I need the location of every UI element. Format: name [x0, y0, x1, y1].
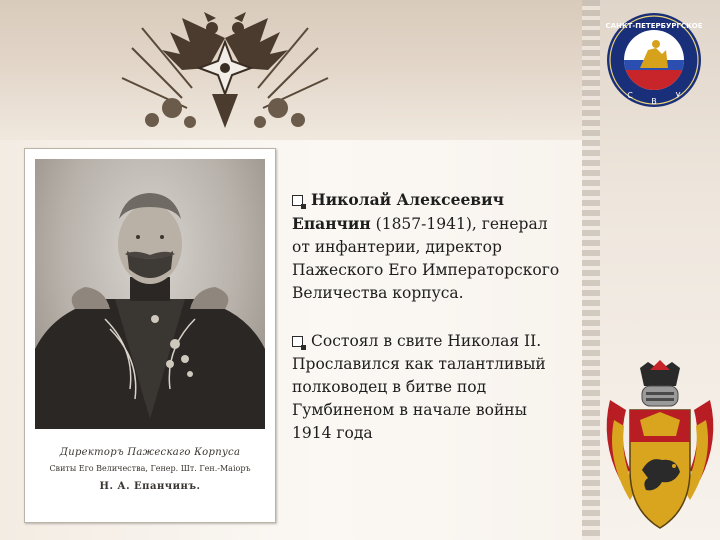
society-seal-icon	[604, 10, 704, 110]
seal-text: САНКТ-ПЕТЕРБУРГСКОЕ	[605, 22, 703, 30]
slide-text	[292, 188, 570, 470]
general-portrait-image	[35, 159, 265, 429]
seal-letter-3: У	[675, 91, 681, 100]
coat-of-arms-icon	[600, 360, 720, 535]
service-text: Состоял в свите Николая II. Прославился как талантливый полководец в битве под Гумбиненом в начале войны 1914 года	[292, 332, 546, 442]
biography-text: (1857-1941), генерал от инфантерии, директор Пажеского Его Императорского Величества корпуса.	[292, 215, 560, 302]
bullet-icon	[292, 195, 303, 206]
seal-letter-2: В	[651, 97, 657, 106]
portrait-caption-name: Н. А. Епанчинъ.	[99, 481, 201, 492]
paragraph-service	[292, 330, 570, 445]
portrait-caption-title: Директоръ Пажескаго Корпуса	[59, 447, 241, 458]
decorative-border-strip	[582, 0, 600, 540]
bullet-icon	[292, 336, 303, 347]
person-name: Николай Алексеевич Епанчин	[292, 190, 504, 233]
paragraph-biography	[292, 188, 570, 305]
portrait-caption-rank: Свиты Его Величества, Генер. Шт. Ген.-Маіоръ	[49, 464, 251, 473]
portrait-caption	[35, 441, 265, 511]
seal-letter-1: С	[627, 91, 633, 100]
double-headed-eagle-emblem-icon	[112, 8, 338, 134]
portrait-card	[24, 148, 276, 523]
portrait-photo	[35, 159, 265, 429]
